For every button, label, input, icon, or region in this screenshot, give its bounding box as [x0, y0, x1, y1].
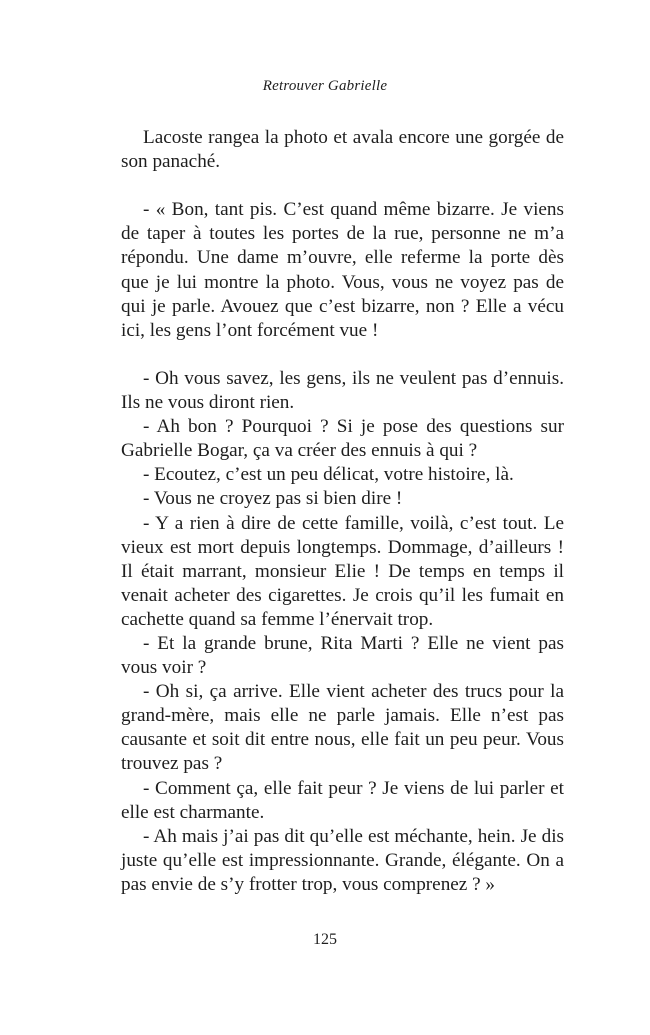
- paragraph: - Oh si, ça arrive. Elle vient acheter des trucs pour la grand-mère, mais elle ne parle jamais. Elle n’est pas causante et soit dit entre nous, elle fait un peu peur. Vous trouvez pas ?: [121, 681, 564, 775]
- paragraph-gap: [121, 174, 564, 198]
- paragraph: Lacoste rangea la photo et avala encore une gorgée de son panaché.: [121, 127, 564, 173]
- paragraph: - Oh vous savez, les gens, ils ne veulent pas d’ennuis. Ils ne vous diront rien.: [121, 367, 564, 414]
- paragraph: - Y a rien à dire de cette famille, voilà, c’est tout. Le vieux est mort depuis longtemps. Dommage, d’ailleurs ! Il était marrant, monsieur Elie ! De temps en temps il venait acheter des cigarettes. Je crois qu’il les fumait en cachette quand sa femme l’énervait trop.: [121, 512, 564, 630]
- body-text: [121, 126, 564, 897]
- paragraph: - Ah mais j’ai pas dit qu’elle est méchante, hein. Je dis juste qu’elle est impressionnante. Grande, élégante. On a pas envie de s’y frotter trop, vous comprenez ? »: [121, 825, 564, 895]
- paragraph-gap: [121, 343, 564, 367]
- paragraph: - Ecoutez, c’est un peu délicat, votre histoire, là.: [143, 464, 514, 486]
- paragraph: - Vous ne croyez pas si bien dire !: [143, 488, 403, 510]
- page-number: 125: [313, 931, 337, 948]
- paragraph: - Ah bon ? Pourquoi ? Si je pose des questions sur Gabrielle Bogar, ça va créer des ennuis à qui ?: [121, 416, 564, 462]
- running-head: Retrouver Gabrielle: [262, 78, 388, 94]
- paragraph: - Et la grande brune, Rita Marti ? Elle ne vient pas vous voir ?: [121, 632, 564, 679]
- paragraph: - Comment ça, elle fait peur ? Je viens de lui parler et elle est charmante.: [121, 777, 564, 823]
- paragraph: - « Bon, tant pis. C’est quand même bizarre. Je viens de taper à toutes les portes de la rue, personne ne m’a répondu. Une dame m’ouvre, elle referme la porte dès que je lui montre la photo. Vous, vous ne voyez pas de qui je parle. Avouez que c’est bizarre, non ? Elle a vécu ici, les gens l’ont forcément vue !: [121, 199, 564, 341]
